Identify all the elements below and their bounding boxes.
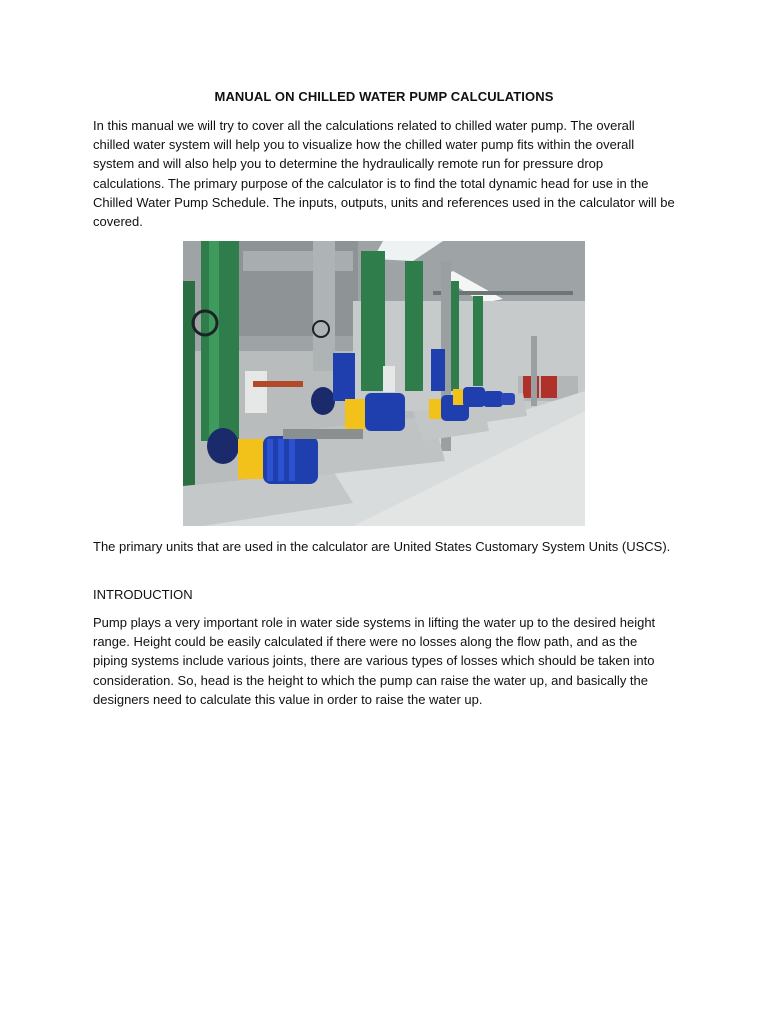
units-paragraph: The primary units that are used in the calculator are United States Customary System Units (USCS). bbox=[93, 539, 671, 554]
intro-paragraph: In this manual we will try to cover all the calculations related to chilled water pump. The overall chilled water system will help you to visualize how the chilled water pump fits within the overall system and will also help you to determine the hydraulically remote run for pressure drop calculations. The primary purpose of the calculator is to find the total dynamic head for use in the Chilled Water Pump Schedule. The inputs, outputs, units and references used in the calculator will be covered. bbox=[93, 118, 675, 230]
document-title: MANUAL ON CHILLED WATER PUMP CALCULATIONS bbox=[214, 89, 554, 104]
section-heading-introduction: INTRODUCTION bbox=[93, 587, 193, 602]
introduction-paragraph: Pump plays a very important role in water side systems in lifting the water up to the desired height range. Height could be easily calculated if there were no losses along the flow path, and as the piping systems include various joints, there are various types of losses which should be taken into consideration. So, head is the height to which the pump can raise the water up, and basically the designers need to calculate this value in order to raise the water up. bbox=[93, 615, 656, 707]
pump-room-photo bbox=[183, 241, 585, 526]
